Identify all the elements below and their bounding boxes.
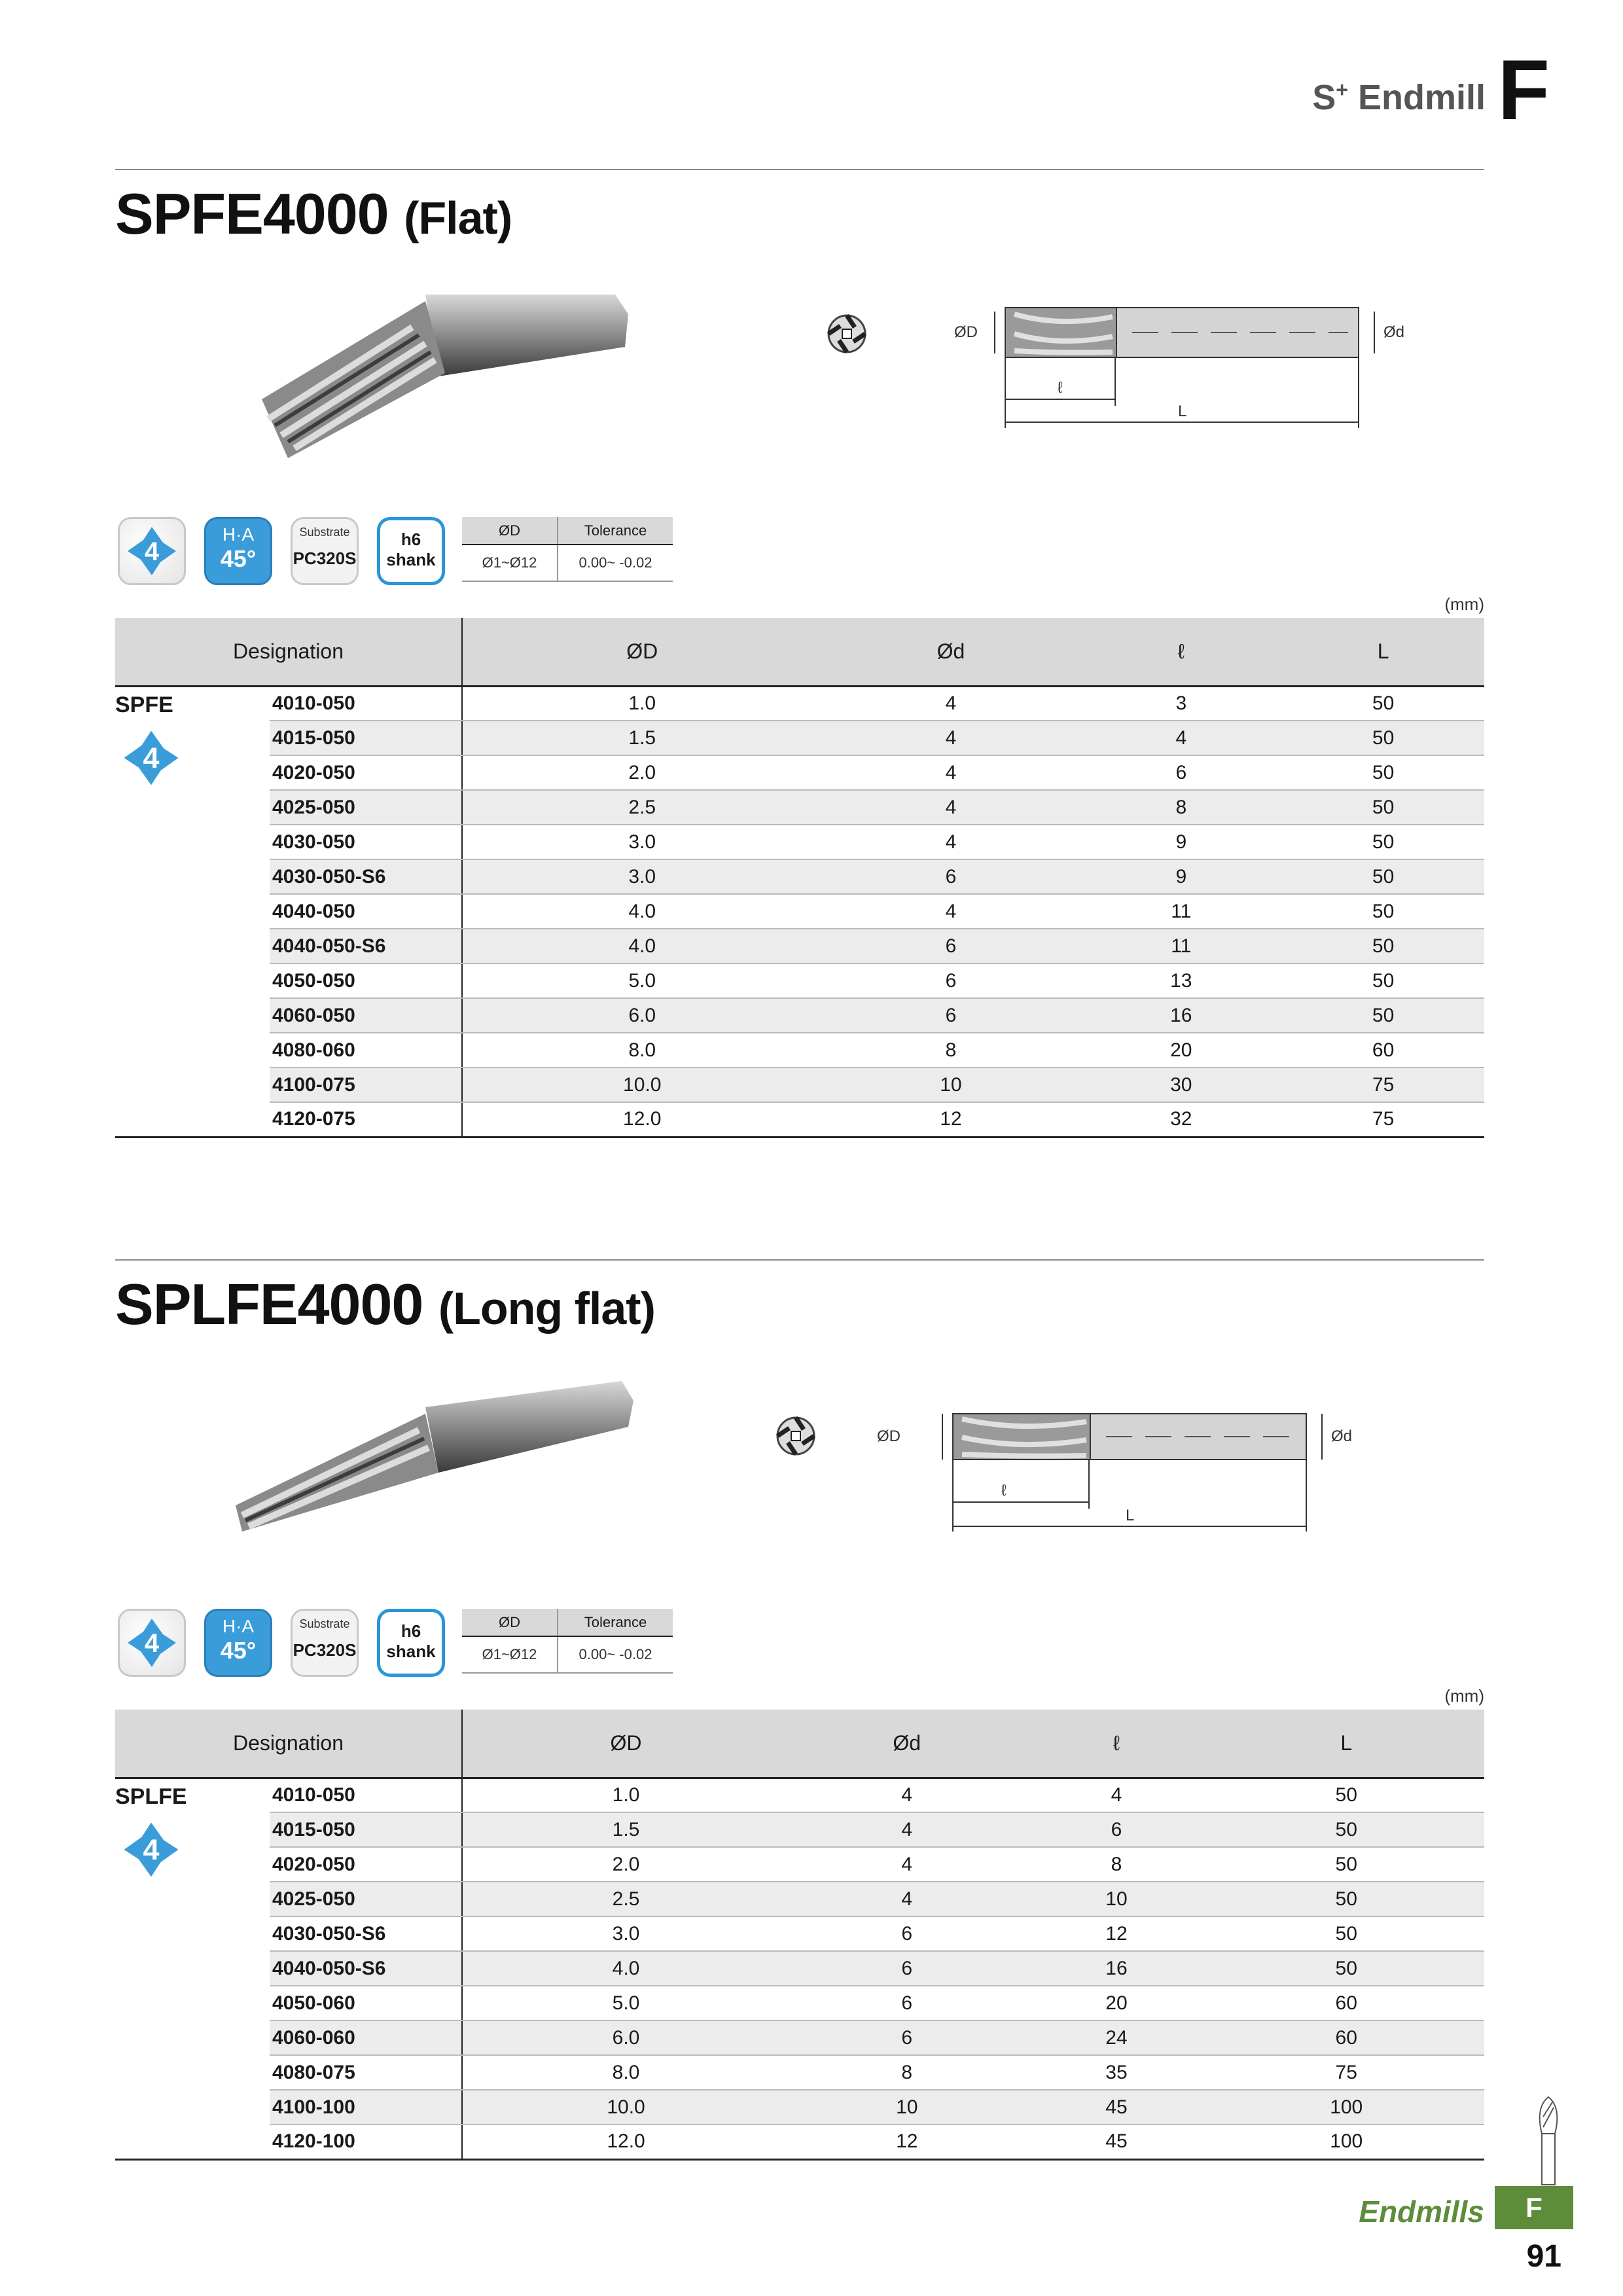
overall-length-value: 50 bbox=[1282, 790, 1484, 825]
od-value: 3.0 bbox=[462, 859, 821, 894]
overall-length-value: 60 bbox=[1282, 1033, 1484, 1067]
flute-count-badge bbox=[118, 1609, 186, 1677]
dim-label-od: ØD bbox=[954, 323, 978, 341]
table-row bbox=[115, 686, 1484, 721]
dim-label-L: L bbox=[1178, 403, 1187, 420]
sd-value: 6 bbox=[821, 929, 1080, 963]
sd-value: 4 bbox=[789, 1778, 1024, 1812]
od-value: 6.0 bbox=[462, 2020, 789, 2055]
overall-length-value: 50 bbox=[1208, 1916, 1484, 1951]
overall-length-value: 50 bbox=[1208, 1847, 1484, 1882]
overall-length-value: 100 bbox=[1208, 2090, 1484, 2125]
tol-header-tolerance: Tolerance bbox=[558, 517, 673, 545]
sd-value: 4 bbox=[789, 1812, 1024, 1847]
flute-count-badge bbox=[118, 517, 186, 585]
od-value: 1.0 bbox=[462, 1778, 789, 1812]
category-title: S+ Endmill bbox=[1312, 78, 1486, 117]
table-row bbox=[115, 2090, 1484, 2125]
od-value: 4.0 bbox=[462, 1951, 789, 1986]
flute-length-value: 6 bbox=[1080, 755, 1282, 790]
table-row bbox=[115, 721, 1484, 755]
sd-value: 6 bbox=[789, 1916, 1024, 1951]
flute-length-value: 45 bbox=[1024, 2125, 1208, 2159]
designation-code: 4030-050 bbox=[270, 825, 462, 859]
sd-value: 4 bbox=[821, 755, 1080, 790]
table-row bbox=[115, 929, 1484, 963]
designation-code: 4010-050 bbox=[270, 1778, 462, 1812]
sd-value: 8 bbox=[821, 1033, 1080, 1067]
overall-length-value: 50 bbox=[1282, 721, 1484, 755]
flute-length-value: 6 bbox=[1024, 1812, 1208, 1847]
series-label: SPLFE bbox=[115, 1784, 187, 1809]
dim-label-l: ℓ bbox=[1058, 379, 1063, 397]
helix-angle-badge: H·A 45° bbox=[204, 517, 272, 585]
od-value: 2.5 bbox=[462, 790, 821, 825]
overall-length-value: 50 bbox=[1282, 859, 1484, 894]
spec-table-splfe bbox=[115, 1710, 1484, 2161]
od-value: 1.5 bbox=[462, 1812, 789, 1847]
flute-length-value: 16 bbox=[1080, 998, 1282, 1033]
flute-length-value: 32 bbox=[1080, 1102, 1282, 1137]
od-value: 3.0 bbox=[462, 825, 821, 859]
overall-length-value: 50 bbox=[1282, 894, 1484, 929]
designation-code: 4010-050 bbox=[270, 686, 462, 721]
overall-length-value: 75 bbox=[1282, 1102, 1484, 1137]
tol-value: 0.00~ -0.02 bbox=[558, 1636, 673, 1673]
col-header-l: ℓ bbox=[1080, 618, 1282, 686]
overall-length-value: 60 bbox=[1208, 2020, 1484, 2055]
endmill-product-image bbox=[249, 275, 641, 471]
sd-value: 4 bbox=[821, 894, 1080, 929]
dim-label-l: ℓ bbox=[1001, 1482, 1007, 1499]
od-value: 5.0 bbox=[462, 963, 821, 998]
flute-length-value: 12 bbox=[1024, 1916, 1208, 1951]
col-header-L: L bbox=[1208, 1710, 1484, 1778]
svg-text:4: 4 bbox=[144, 1629, 160, 1658]
designation-code: 4080-075 bbox=[270, 2055, 462, 2090]
designation-code: 4040-050-S6 bbox=[270, 929, 462, 963]
col-header-designation: Designation bbox=[115, 1710, 462, 1778]
designation-code: 4015-050 bbox=[270, 721, 462, 755]
endmill-side-icon bbox=[1529, 2094, 1568, 2186]
designation-code: 4040-050 bbox=[270, 894, 462, 929]
table-row bbox=[115, 2125, 1484, 2159]
overall-length-value: 75 bbox=[1282, 1067, 1484, 1102]
four-flute-icon bbox=[120, 519, 184, 583]
tolerance-table bbox=[462, 517, 673, 582]
tol-value: 0.00~ -0.02 bbox=[558, 545, 673, 581]
tol-header-od: ØD bbox=[462, 517, 558, 545]
overall-length-value: 50 bbox=[1282, 963, 1484, 998]
col-header-designation: Designation bbox=[115, 618, 462, 686]
overall-length-value: 50 bbox=[1208, 1882, 1484, 1916]
tol-header-od: ØD bbox=[462, 1609, 558, 1636]
flute-length-value: 4 bbox=[1080, 721, 1282, 755]
table-row bbox=[115, 963, 1484, 998]
table-row bbox=[115, 1067, 1484, 1102]
overall-length-value: 50 bbox=[1282, 929, 1484, 963]
page-number: 91 bbox=[1526, 2239, 1561, 2274]
endmill-dimension-drawing bbox=[916, 288, 1427, 439]
sd-value: 12 bbox=[821, 1102, 1080, 1137]
od-value: 12.0 bbox=[462, 2125, 789, 2159]
section-title-splfe: SPLFE4000 (Long flat) bbox=[115, 1272, 655, 1336]
sd-value: 6 bbox=[789, 1986, 1024, 2020]
unit-label: (mm) bbox=[1444, 1686, 1484, 1706]
table-row bbox=[115, 1812, 1484, 1847]
table-row bbox=[115, 2020, 1484, 2055]
od-value: 8.0 bbox=[462, 1033, 821, 1067]
table-row bbox=[115, 1847, 1484, 1882]
sd-value: 10 bbox=[821, 1067, 1080, 1102]
flute-length-value: 8 bbox=[1024, 1847, 1208, 1882]
designation-code: 4030-050-S6 bbox=[270, 859, 462, 894]
designation-code: 4015-050 bbox=[270, 1812, 462, 1847]
od-value: 5.0 bbox=[462, 1986, 789, 2020]
table-row bbox=[115, 1986, 1484, 2020]
col-header-L: L bbox=[1282, 618, 1484, 686]
overall-length-value: 50 bbox=[1282, 686, 1484, 721]
table-row bbox=[115, 1916, 1484, 1951]
overall-length-value: 50 bbox=[1208, 1951, 1484, 1986]
od-value: 4.0 bbox=[462, 894, 821, 929]
sd-value: 12 bbox=[789, 2125, 1024, 2159]
flute-length-value: 45 bbox=[1024, 2090, 1208, 2125]
sd-value: 4 bbox=[821, 825, 1080, 859]
shank-tolerance-badge: h6 shank bbox=[377, 517, 445, 585]
sd-value: 4 bbox=[821, 721, 1080, 755]
designation-code: 4060-050 bbox=[270, 998, 462, 1033]
sd-value: 6 bbox=[789, 1951, 1024, 1986]
col-header-sd: Ød bbox=[821, 618, 1080, 686]
sd-value: 6 bbox=[821, 859, 1080, 894]
designation-code: 4025-050 bbox=[270, 1882, 462, 1916]
designation-code: 4050-050 bbox=[270, 963, 462, 998]
tolerance-table bbox=[462, 1609, 673, 1674]
flute-length-value: 20 bbox=[1024, 1986, 1208, 2020]
flute-end-view-icon bbox=[821, 308, 873, 360]
svg-text:4: 4 bbox=[143, 1833, 160, 1867]
od-value: 8.0 bbox=[462, 2055, 789, 2090]
overall-length-value: 75 bbox=[1208, 2055, 1484, 2090]
flute-length-value: 30 bbox=[1080, 1067, 1282, 1102]
sd-value: 4 bbox=[789, 1847, 1024, 1882]
section-title-spfe: SPFE4000 (Flat) bbox=[115, 181, 512, 246]
footer-letter-tab: F bbox=[1495, 2186, 1573, 2229]
table-row bbox=[115, 998, 1484, 1033]
od-value: 2.5 bbox=[462, 1882, 789, 1916]
long-endmill-dimension-drawing bbox=[864, 1394, 1427, 1545]
designation-code: 4120-100 bbox=[270, 2125, 462, 2159]
col-header-od: ØD bbox=[462, 618, 821, 686]
od-value: 1.5 bbox=[462, 721, 821, 755]
od-value: 1.0 bbox=[462, 686, 821, 721]
sd-value: 6 bbox=[789, 2020, 1024, 2055]
dim-label-sd: Ød bbox=[1331, 1427, 1353, 1445]
dim-label-L: L bbox=[1126, 1507, 1135, 1524]
four-flute-icon bbox=[115, 722, 187, 794]
flute-length-value: 16 bbox=[1024, 1951, 1208, 1986]
designation-code: 4040-050-S6 bbox=[270, 1951, 462, 1986]
footer-category: Endmills bbox=[1359, 2195, 1484, 2229]
overall-length-value: 50 bbox=[1282, 998, 1484, 1033]
flute-length-value: 11 bbox=[1080, 929, 1282, 963]
table-row bbox=[115, 1033, 1484, 1067]
sd-value: 4 bbox=[789, 1882, 1024, 1916]
od-value: 10.0 bbox=[462, 2090, 789, 2125]
dim-label-sd: Ød bbox=[1383, 323, 1405, 341]
sd-value: 8 bbox=[789, 2055, 1024, 2090]
overall-length-value: 60 bbox=[1208, 1986, 1484, 2020]
spec-table-spfe bbox=[115, 618, 1484, 1138]
designation-code: 4050-060 bbox=[270, 1986, 462, 2020]
overall-length-value: 50 bbox=[1208, 1778, 1484, 1812]
svg-text:4: 4 bbox=[144, 537, 160, 566]
od-value: 2.0 bbox=[462, 1847, 789, 1882]
tol-range: Ø1~Ø12 bbox=[462, 1636, 558, 1673]
overall-length-value: 100 bbox=[1208, 2125, 1484, 2159]
designation-code: 4100-075 bbox=[270, 1067, 462, 1102]
col-header-sd: Ød bbox=[789, 1710, 1024, 1778]
table-row bbox=[115, 755, 1484, 790]
header-divider bbox=[115, 169, 1484, 170]
designation-code: 4020-050 bbox=[270, 1847, 462, 1882]
table-row bbox=[115, 1102, 1484, 1137]
col-header-od: ØD bbox=[462, 1710, 789, 1778]
flute-length-value: 9 bbox=[1080, 859, 1282, 894]
four-flute-icon bbox=[120, 1611, 184, 1675]
overall-length-value: 50 bbox=[1208, 1812, 1484, 1847]
flute-length-value: 3 bbox=[1080, 686, 1282, 721]
od-value: 3.0 bbox=[462, 1916, 789, 1951]
designation-code: 4020-050 bbox=[270, 755, 462, 790]
flute-length-value: 13 bbox=[1080, 963, 1282, 998]
designation-code: 4100-100 bbox=[270, 2090, 462, 2125]
od-value: 12.0 bbox=[462, 1102, 821, 1137]
table-row bbox=[115, 790, 1484, 825]
dim-label-od: ØD bbox=[877, 1427, 901, 1445]
four-flute-icon bbox=[115, 1814, 187, 1886]
od-value: 6.0 bbox=[462, 998, 821, 1033]
flute-length-value: 24 bbox=[1024, 2020, 1208, 2055]
table-row bbox=[115, 859, 1484, 894]
table-row bbox=[115, 1951, 1484, 1986]
series-cell bbox=[115, 1778, 270, 2159]
designation-code: 4030-050-S6 bbox=[270, 1916, 462, 1951]
sd-value: 4 bbox=[821, 686, 1080, 721]
designation-code: 4060-060 bbox=[270, 2020, 462, 2055]
table-row bbox=[115, 1778, 1484, 1812]
shank-tolerance-badge: h6 shank bbox=[377, 1609, 445, 1677]
designation-code: 4080-060 bbox=[270, 1033, 462, 1067]
od-value: 2.0 bbox=[462, 755, 821, 790]
overall-length-value: 50 bbox=[1282, 755, 1484, 790]
sd-value: 10 bbox=[789, 2090, 1024, 2125]
substrate-badge: Substrate PC320S bbox=[291, 1609, 359, 1677]
od-value: 4.0 bbox=[462, 929, 821, 963]
series-label: SPFE bbox=[115, 692, 173, 717]
sd-value: 4 bbox=[821, 790, 1080, 825]
helix-angle-badge: H·A 45° bbox=[204, 1609, 272, 1677]
overall-length-value: 50 bbox=[1282, 825, 1484, 859]
flute-end-view-icon bbox=[770, 1410, 822, 1462]
flute-length-value: 20 bbox=[1080, 1033, 1282, 1067]
tol-range: Ø1~Ø12 bbox=[462, 545, 558, 581]
svg-text:4: 4 bbox=[143, 741, 160, 775]
section-divider bbox=[115, 1259, 1484, 1261]
table-row bbox=[115, 894, 1484, 929]
col-header-l: ℓ bbox=[1024, 1710, 1208, 1778]
table-row bbox=[115, 2055, 1484, 2090]
designation-code: 4025-050 bbox=[270, 790, 462, 825]
flute-length-value: 4 bbox=[1024, 1778, 1208, 1812]
unit-label: (mm) bbox=[1444, 594, 1484, 614]
tol-header-tolerance: Tolerance bbox=[558, 1609, 673, 1636]
sd-value: 6 bbox=[821, 998, 1080, 1033]
flute-length-value: 9 bbox=[1080, 825, 1282, 859]
sd-value: 6 bbox=[821, 963, 1080, 998]
substrate-badge: Substrate PC320S bbox=[291, 517, 359, 585]
chapter-letter: F bbox=[1497, 42, 1550, 137]
flute-length-value: 11 bbox=[1080, 894, 1282, 929]
flute-length-value: 10 bbox=[1024, 1882, 1208, 1916]
long-endmill-product-image bbox=[229, 1374, 648, 1538]
flute-length-value: 35 bbox=[1024, 2055, 1208, 2090]
od-value: 10.0 bbox=[462, 1067, 821, 1102]
flute-length-value: 8 bbox=[1080, 790, 1282, 825]
series-cell bbox=[115, 686, 270, 1137]
designation-code: 4120-075 bbox=[270, 1102, 462, 1137]
table-row bbox=[115, 1882, 1484, 1916]
table-row bbox=[115, 825, 1484, 859]
